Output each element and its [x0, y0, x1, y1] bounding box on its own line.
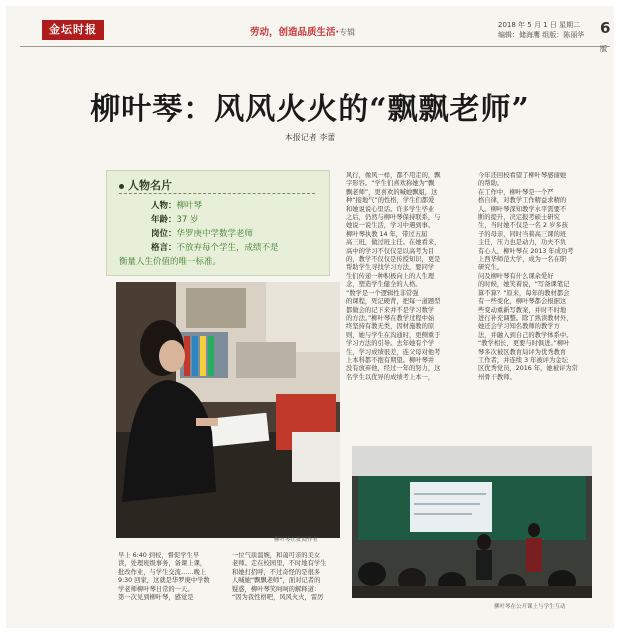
profile-title: 人物名片: [119, 177, 172, 193]
profile-label: 人物：: [151, 201, 177, 211]
teacher-grading-illustration: [116, 282, 340, 538]
photo-caption-grading: 柳叶琴在批阅作业: [274, 537, 319, 543]
profile-label: 年龄：: [151, 215, 177, 225]
page-unit: 版: [600, 45, 607, 53]
profile-row-age: [151, 213, 199, 225]
profile-label: 岗位：: [151, 229, 177, 239]
photo-caption-classroom: 柳叶琴在公开课上与学生互动: [494, 604, 566, 610]
section-slogan: [250, 24, 355, 38]
classroom-illustration: [352, 446, 592, 598]
article-column-1: 早上 6:40 到校，督促学生早 读，处理班级事务，备课上课， 批改作业，与学生交流……晚上 9:30 回家，这就是华罗庚中学数 学老师柳叶琴日常的一天。 第一次见到柳叶琴，感觉是: [118, 552, 210, 602]
newspaper-logo: 金坛时报: [42, 20, 104, 40]
profile-row-position: [151, 227, 253, 239]
slogan-text: 劳动，创造品质生活·: [250, 27, 340, 38]
article-headline: 柳叶琴：风风火火的“飘飘老师”: [90, 92, 530, 127]
page-number: [600, 19, 610, 55]
page-number-value: 6: [600, 19, 611, 37]
profile-value: 不放弃每个学生，成绩不是: [176, 243, 279, 253]
dateline: [498, 20, 584, 40]
article-column-3: 今年还回校看望了柳叶琴感谢她 的帮助。 在工作中，柳叶琴是一个严 格自律，对教学工作精益求精的 人。柳叶琴深知教学水平需要不 断的提升，决定报考硕士研究 生，当时她不仅是一名 2 岁多孩 子的母亲，同时当着高三课的班 主任，压力也是动力，功夫不负 有心人，柳叶琴在 2013 年成功考 上西华师范大学，成为一名在职 研究生。 问及柳叶琴有什么课余爱好 的时候，她笑着说，“写备课笔记 算不算？”原来，每年的教材都会 有一些变化，柳叶琴都会根据这 些变动重新写教案，并时不时地 进行补充调整。除了熟读教材外， 她还会学习知名教师的教学方 法，并融入到自己的教学体系中。 “教学相长，更要与时俱进。”柳叶 琴多次被区教育局评为优秀教育 工作者，并连续 3 年被评为金坛 区优秀党员，2016 年，她被评为常 州骨干教师。: [478, 172, 578, 381]
profile-value: 柳叶琴: [176, 201, 203, 211]
teacher-grading-photo: [116, 282, 340, 538]
article-column-1-cont: 一位气质温婉，和蔼可亲的美女 老师。走在校园里，不时地有学生 和她打招呼，不过奇怪的是很多 人喊她“飘飘老师”，面对记者的 疑惑，柳叶琴笑呵呵的解释道： “因为我性格吧，风风火火，雷厉: [232, 552, 327, 602]
newspaper-page: [6, 6, 614, 628]
issue-date: 2018 年 5 月 1 日 星期二: [498, 21, 581, 29]
article-column-2: 风行，像风一样，都不用走的，飘 字形容。“学生们喜欢称她为“飘 飘老师”，更喜欢的喊她飘姐，这 种“接地气”的性格，学生们都爱 和她说说心里话。许多学生毕业 之后，仍然与柳叶琴保持联系，与 她说一说生活，学习中遇到事。 柳叶琴执教 14 年，带过五届 高三班，做过班主任。在她看来， 高中的学习不仅仅是以高考为目 的，教学不仅仅是传授知识，更是 帮助学生寻找学习方法，要同学 生们传递一种积极向上的人生理 念，塑造学生健全的人格。 “数学是一个逻辑性非常强 的课程，死记硬背，把每一道题型 都做会的记下来并不是学习数学 的方法。”柳叶琴在教学过程中始 终坚持有教无类，因材施教的原 则，她与学生在沟通时，更侧重于 学习方法的引导。去年她有个学 生，学习成绩很差，连父母对他考 上本科都不抱有期望。柳叶琴并 没有放弃他，经过一年的努力，这 名学生以优异的成绩考上本一，: [346, 172, 441, 381]
profile-motto-continued: 衡量人生价值的唯一标准。: [119, 257, 222, 267]
profile-row-motto: [151, 241, 279, 253]
profile-value: 华罗庚中学数学老师: [176, 229, 254, 239]
masthead: [20, 16, 611, 53]
classroom-photo: [352, 446, 592, 598]
byline: 本报记者 李蕾: [284, 133, 336, 142]
editors: 编辑：储海鹰 组版：陈丽华: [498, 31, 585, 39]
profile-label: 格言：: [151, 243, 177, 253]
profile-card: [106, 170, 330, 276]
profile-value: 37 岁: [176, 215, 199, 225]
profile-row-person: [151, 199, 202, 211]
profile-divider: [119, 193, 315, 194]
slogan-sub: 专辑: [339, 28, 356, 37]
